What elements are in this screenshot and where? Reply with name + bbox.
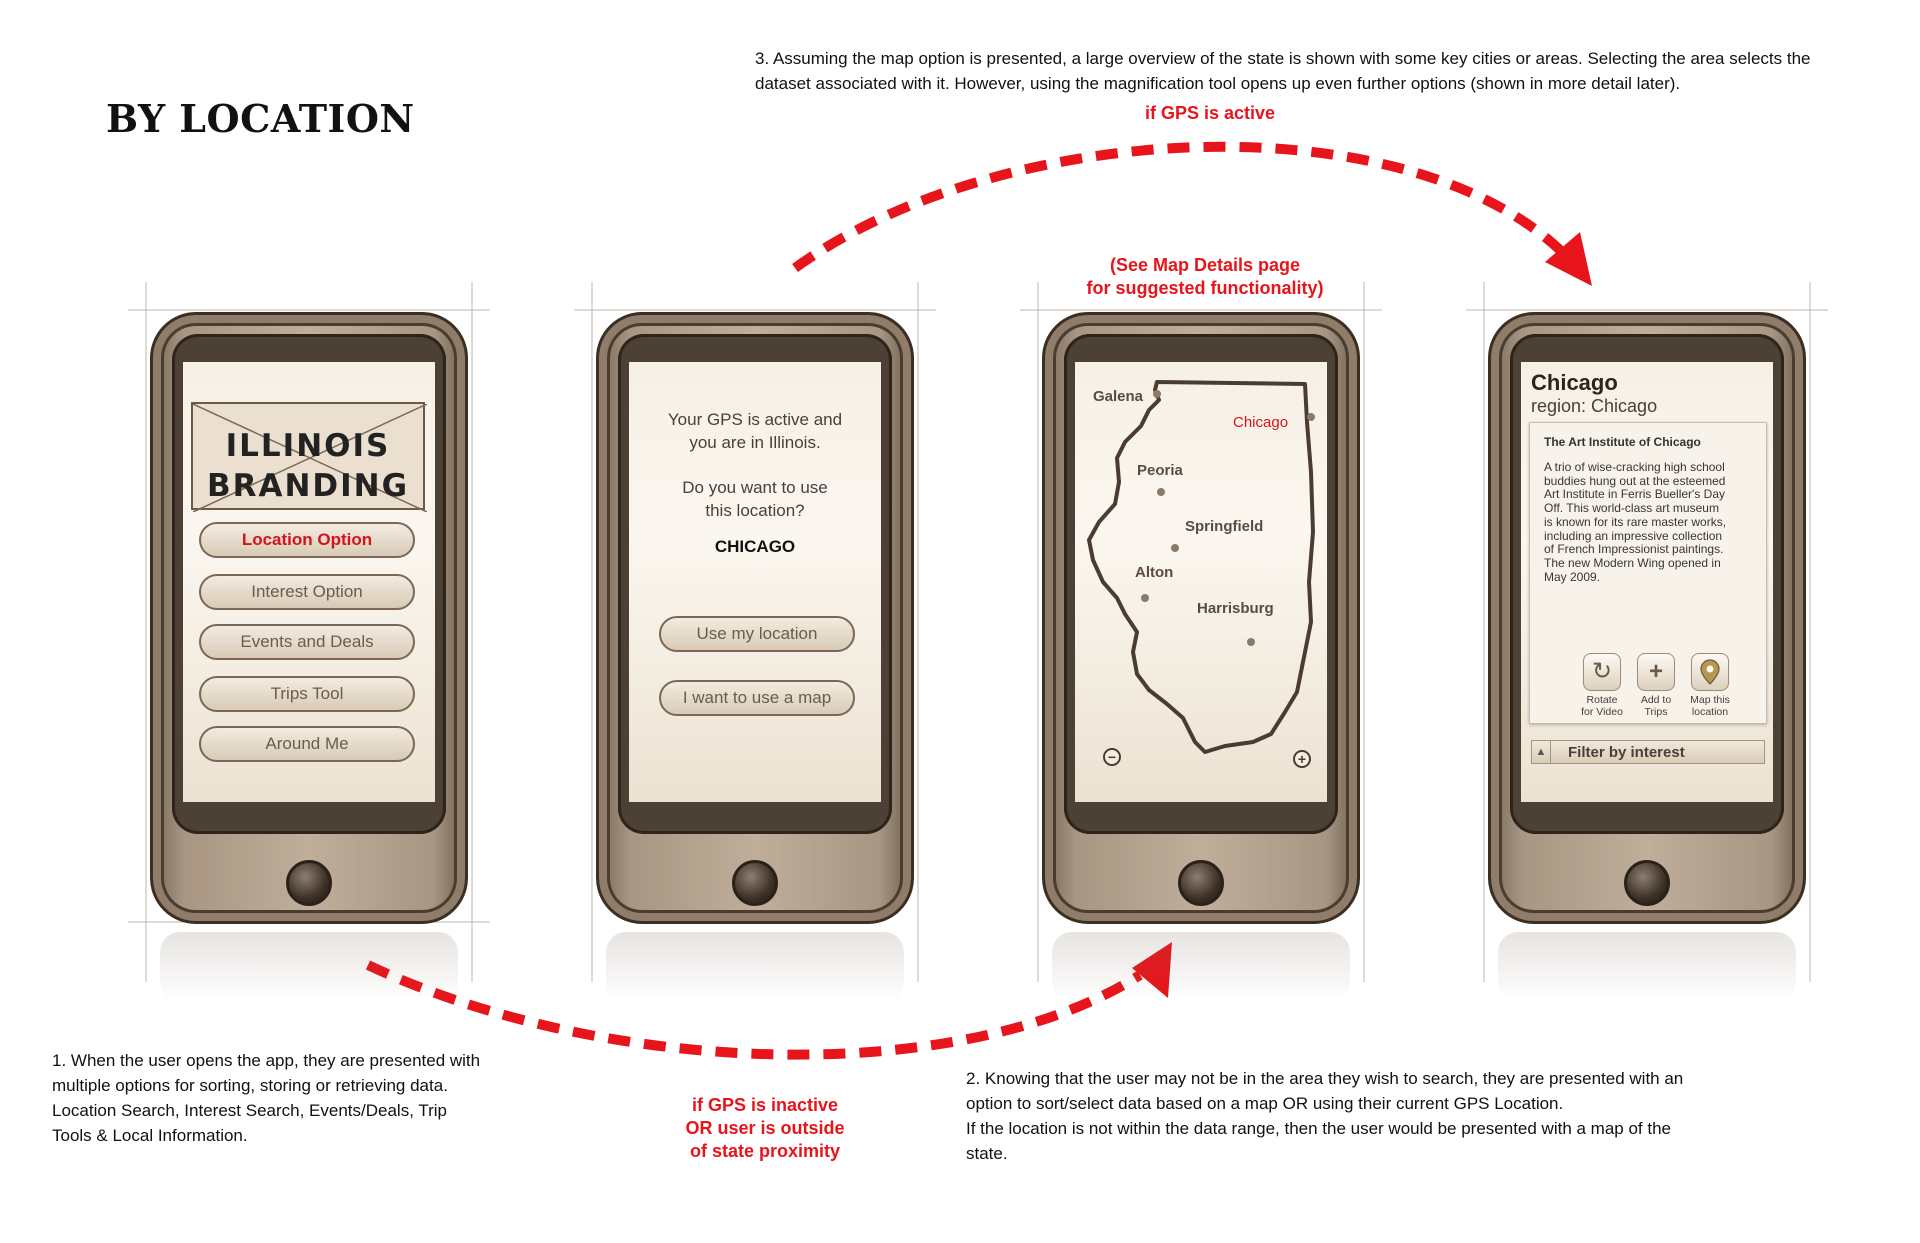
illinois-outline [1075, 362, 1327, 802]
note-line: Location Search, Interest Search, Events/Deals, Trip [52, 1101, 447, 1120]
message-line: Your GPS is active and [667, 410, 843, 429]
zoom-in-icon[interactable]: + [1293, 750, 1311, 768]
location-option-button[interactable]: Location Option [199, 522, 415, 558]
events-deals-button[interactable]: Events and Deals [199, 624, 415, 660]
illinois-map[interactable] [1075, 362, 1327, 802]
detected-city: CHICAGO [714, 537, 796, 556]
note-line: 2. Knowing that the user may not be in the area they wish to search, they are presented with an [966, 1069, 1684, 1088]
phone-reflection [606, 932, 904, 1002]
use-map-button[interactable]: I want to use a map [659, 680, 855, 716]
description-line: The new Modern Wing opened in [1544, 555, 1721, 570]
home-button[interactable] [732, 860, 778, 906]
add-icon: + [1637, 653, 1675, 691]
map-pin-icon [1691, 653, 1729, 691]
step1-note [52, 1048, 480, 1148]
city-harrisburg[interactable]: Harrisburg [1197, 600, 1274, 617]
gps-question [629, 476, 881, 522]
map-this-location-button[interactable] [1680, 653, 1740, 718]
note-line: 1. When the user opens the app, they are presented with [52, 1051, 481, 1070]
label-line: OR user is outside [685, 1118, 845, 1138]
phone-screen [629, 362, 881, 802]
description-line: including an impressive collection [1544, 528, 1723, 543]
around-me-button[interactable]: Around Me [199, 726, 415, 762]
phone-main-menu [150, 312, 468, 932]
label-text: if GPS is active [1144, 103, 1276, 123]
branding-line: ILLINOIS [225, 428, 391, 464]
note-line: Tools & Local Information. [52, 1126, 248, 1145]
label-line: (See Map Details page [1109, 255, 1301, 275]
branding-text [193, 426, 423, 506]
action-label [1680, 694, 1740, 718]
action-label [1626, 694, 1686, 718]
location-region: region: Chicago [1531, 396, 1658, 416]
label-line: location [1691, 706, 1729, 718]
interest-option-button[interactable]: Interest Option [199, 574, 415, 610]
rotate-icon: ↻ [1583, 653, 1621, 691]
branding-placeholder [191, 402, 425, 510]
label-line: Rotate [1586, 694, 1618, 706]
phone-reflection [1498, 932, 1796, 1002]
location-title: Chicago [1531, 370, 1618, 395]
phone-location-detail [1488, 312, 1806, 932]
step2-note [966, 1066, 1683, 1166]
description-line: Off. This world-class art museum [1544, 501, 1719, 516]
home-button[interactable] [1624, 860, 1670, 906]
label-line: of state proximity [689, 1141, 841, 1161]
description-line: A trio of wise-cracking high school [1544, 460, 1725, 474]
gps-active-arrow [795, 147, 1560, 268]
note-line: option to sort/select data based on a map OR using their current GPS Location. [966, 1094, 1564, 1113]
label-line: if GPS is inactive [691, 1095, 839, 1115]
home-button[interactable] [286, 860, 332, 906]
question-line: Do you want to use [682, 478, 828, 497]
description-line: Art Institute in Ferris Bueller's Day [1544, 487, 1726, 502]
city-peoria[interactable]: Peoria [1137, 462, 1183, 479]
phone-reflection [1052, 932, 1350, 1002]
filter-label: Filter by interest [1568, 744, 1685, 761]
note-line: dataset associated with it. However, using the magnification tool opens up even further options (shown in more detail later). [755, 74, 1681, 93]
label-line: Trips [1644, 706, 1668, 718]
question-line: this location? [705, 501, 805, 520]
city-springfield[interactable]: Springfield [1185, 518, 1264, 535]
phone-screen [183, 362, 435, 802]
city-alton[interactable]: Alton [1135, 564, 1174, 581]
note-line: 3. Assuming the map option is presented, a large overview of the state is shown with some key cities or areas. Selecting the area selects the [755, 49, 1811, 68]
description-line: buddies hung out at the esteemed [1544, 473, 1726, 488]
note-line: state. [966, 1144, 1008, 1163]
description-line: is known for its rare master works, [1544, 514, 1727, 529]
home-button[interactable] [1178, 860, 1224, 906]
rotate-video-button[interactable] [1572, 653, 1632, 718]
filter-by-interest-bar[interactable] [1531, 740, 1765, 764]
zoom-out-icon[interactable]: − [1103, 748, 1121, 766]
label-line: for Video [1581, 706, 1623, 718]
note-line: If the location is not within the data range, then the user would be presented with a map of the [966, 1119, 1672, 1138]
phone-gps-prompt [596, 312, 914, 932]
message-line: you are in Illinois. [689, 433, 821, 452]
trips-tool-button[interactable]: Trips Tool [199, 676, 415, 712]
attraction-title: The Art Institute of Chicago [1544, 435, 1701, 449]
phone-reflection [160, 932, 458, 1002]
label-line: Add to [1640, 694, 1672, 706]
chevron-up-icon[interactable]: ▲ [1532, 741, 1551, 763]
add-to-trips-button[interactable] [1626, 653, 1686, 718]
note-line: multiple options for sorting, storing or retrieving data. [52, 1076, 448, 1095]
phone-state-map [1042, 312, 1360, 932]
gps-message [629, 408, 881, 454]
page-title: BY LOCATION [106, 96, 415, 141]
description-line: of French Impressionist paintings. [1544, 542, 1724, 557]
city-chicago[interactable]: Chicago [1233, 414, 1289, 431]
branding-line: BRANDING [206, 468, 410, 504]
description-line: May 2009. [1544, 569, 1601, 584]
attraction-description [1544, 461, 1759, 584]
phone-screen [1521, 362, 1773, 802]
action-label [1572, 694, 1632, 718]
label-line: for suggested functionality) [1086, 278, 1324, 298]
use-my-location-button[interactable]: Use my location [659, 616, 855, 652]
label-line: Map this [1690, 694, 1730, 706]
city-galena[interactable]: Galena [1093, 388, 1144, 405]
attraction-card[interactable] [1529, 422, 1767, 724]
